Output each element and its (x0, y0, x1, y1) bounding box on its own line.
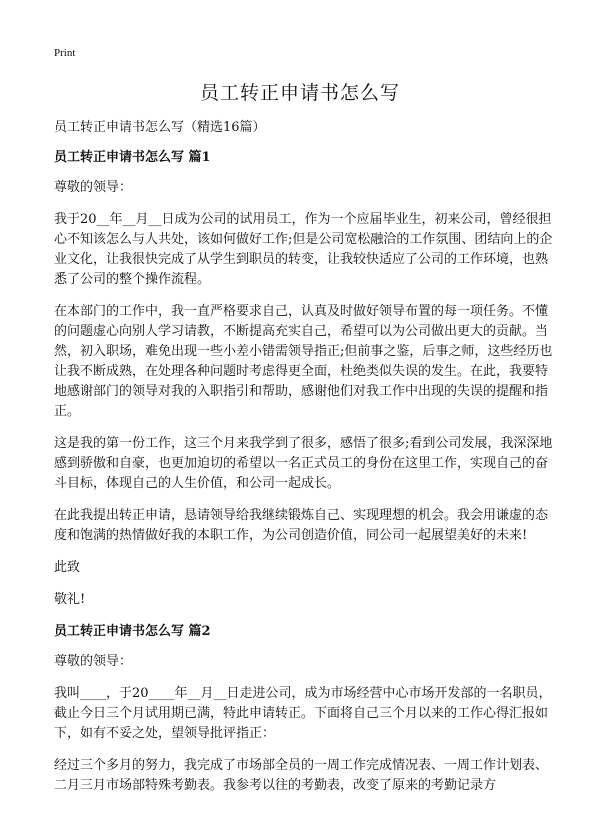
greeting-1: 尊敬的领导： (54, 180, 133, 195)
section-heading-2: 员工转正申请书怎么写 篇2 (54, 624, 211, 639)
greeting-2: 尊敬的领导： (54, 654, 133, 669)
document-body (54, 118, 560, 808)
paragraph: 我叫____，于20____年__月__日走进公司，成为市场经营中心市场开发部的一名职员，截止今日三个月试用期已满，特此申请转正。下面将自己三个月以来的工作心得汇报如下，如有不妥之处，望领导批评指正： (54, 686, 552, 741)
paragraph: 经过三个多月的努力，我完成了市场部全员的一周工作完成情况表、一周工作计划表、二月三月市场部特殊考勤表。我参考以往的考勤表，改变了原来的考勤记录方 (54, 758, 549, 793)
paragraph: 在本部门的工作中，我一直严格要求自己，认真及时做好领导布置的每一项任务。不懂的问题虚心向别人学习请教，不断提高充实自己，希望可以为公司做出更大的贡献。当然，初入职场，难免出现一些小差小错需领导指正;但前事之鉴，后事之师，这些经历也让我不断成熟，在处理各种问题时考虑得更全面，杜绝类似失误的发生。在此，我要特地感谢部门的领导对我的入职指引和帮助，感谢他们对我工作中出现的失误的提醒和指正。 (54, 304, 553, 419)
closing-regards: 敬礼! (54, 592, 86, 607)
paragraph: 这是我的第一份工作，这三个月来我学到了很多，感悟了很多;看到公司发展，我深深地感到骄傲和自豪，也更加迫切的希望以一名正式员工的身份在这里工作，实现自己的奋斗目标，体现自己的人生价值，和公司一起成长。 (54, 436, 553, 491)
paragraph: 在此我提出转正申请，恳请领导给我继续锻炼自己、实现理想的机会。我会用谦虚的态度和饱满的热情做好我的本职工作，为公司创造价值，同公司一起展望美好的未来! (54, 508, 549, 543)
print-link[interactable]: Print (54, 47, 76, 59)
closing-salutation: 此致 (54, 560, 81, 575)
section-heading-1: 员工转正申请书怎么写 篇1 (54, 150, 211, 165)
paragraph: 我于20__年__月__日成为公司的试用员工，作为一个应届毕业生，初来公司，曾经很担心不知该怎么与人共处，该如何做好工作;但是公司宽松融洽的工作氛围、团结向上的企业文化，让我很快完成了从学生到职员的转变，让我较快适应了公司的工作环境，也熟悉了公司的整个操作流程。 (54, 212, 553, 287)
subtitle: 员工转正申请书怎么写（精选16篇） (54, 120, 266, 135)
page-title: 员工转正申请书怎么写 (199, 82, 400, 104)
